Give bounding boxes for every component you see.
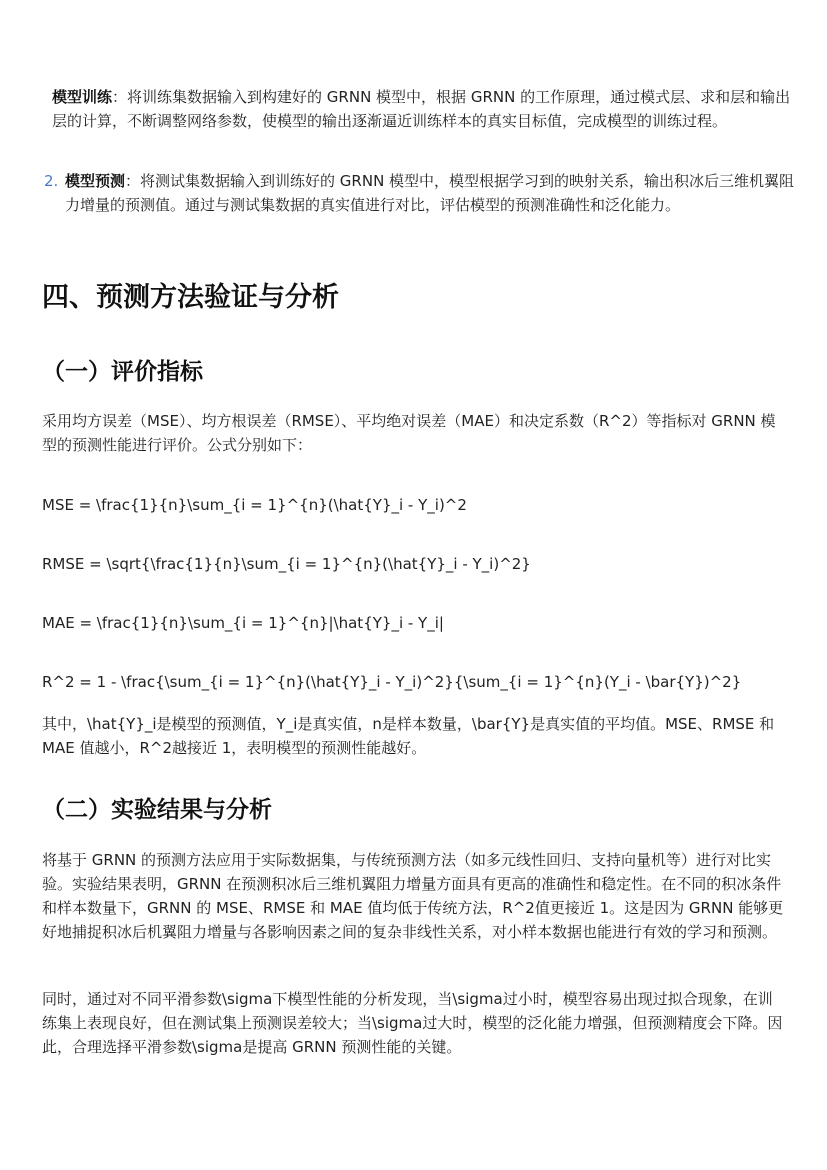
experiment-results-heading: （二）实验结果与分析	[42, 797, 272, 823]
formula-explanation-paragraph: 其中，\hat{Y}_i是模型的预测值，Y_i是真实值，n是样本数量，\bar{Y}是真实值的平均值。MSE、RMSE 和 MAE 值越小，R^2越接近 1，表明模型的预测性能越好。	[42, 715, 775, 757]
r-squared-formula: R^2 = 1 - \frac{\sum_{i = 1}^{n}(\hat{Y}_i - Y_i)^2}{\sum_{i = 1}^{n}(Y_i - \bar{Y})^2}	[42, 673, 742, 691]
model-training-separator: ：	[112, 88, 128, 106]
model-prediction-list-item	[44, 169, 802, 217]
evaluation-metrics-heading: （一）评价指标	[42, 359, 203, 385]
smoothing-parameter-paragraph: 同时，通过对不同平滑参数\sigma下模型性能的分析发现，当\sigma过小时，模型容易出现过拟合现象，在训练集上表现良好，但在测试集上预测误差较大；当\sigma过大时，模型的泛化能力增强，但预测精度会下降。因此，合理选择平滑参数\sigma是提高 GRNN 预测性能的关键。	[42, 990, 783, 1056]
evaluation-intro-paragraph: 采用均方误差（MSE）、均方根误差（RMSE）、平均绝对误差（MAE）和决定系数（R^2）等指标对 GRNN 模型的预测性能进行评价。公式分别如下：	[42, 412, 776, 454]
list-number: 2.	[44, 172, 59, 190]
experiment-results-paragraph: 将基于 GRNN 的预测方法应用于实际数据集，与传统预测方法（如多元线性回归、支持向量机等）进行对比实验。实验结果表明，GRNN 在预测积冰后三维机翼阻力增量方面具有更高的准确性和稳定性。在不同的积冰条件和样本数量下，GRNN 的 MSE、RMSE 和 MAE 值均低于传统方法，R^2值更接近 1。这是因为 GRNN 能够更好地捕捉积冰后机翼阻力增量与各影响因素之间的复杂非线性关系，对小样本数据也能进行有效的学习和预测。	[42, 851, 784, 941]
model-prediction-separator: ：	[125, 172, 141, 190]
model-training-text: 将训练集数据输入到构建好的 GRNN 模型中，根据 GRNN 的工作原理，通过模式层、求和层和输出层的计算，不断调整网络参数，使模型的输出逐渐逼近训练样本的真实目标值，完成模型的训练过程。	[52, 88, 791, 130]
model-training-label: 模型训练	[52, 88, 113, 106]
model-prediction-text: 将测试集数据输入到训练好的 GRNN 模型中，模型根据学习到的映射关系，输出积冰后三维机翼阻力增量的预测值。通过与测试集数据的真实值进行对比，评估模型的预测准确性和泛化能力。	[65, 172, 795, 214]
model-training-paragraph	[52, 85, 802, 133]
mae-formula: MAE = \frac{1}{n}\sum_{i = 1}^{n}|\hat{Y}_i - Y_i|	[42, 614, 444, 632]
model-prediction-label: 模型预测	[65, 172, 126, 190]
rmse-formula: RMSE = \sqrt{\frac{1}{n}\sum_{i = 1}^{n}(\hat{Y}_i - Y_i)^2}	[42, 555, 531, 573]
mse-formula: MSE = \frac{1}{n}\sum_{i = 1}^{n}(\hat{Y}_i - Y_i)^2	[42, 496, 467, 514]
section-four-heading: 四、预测方法验证与分析	[42, 282, 339, 313]
model-prediction-content	[65, 169, 802, 217]
